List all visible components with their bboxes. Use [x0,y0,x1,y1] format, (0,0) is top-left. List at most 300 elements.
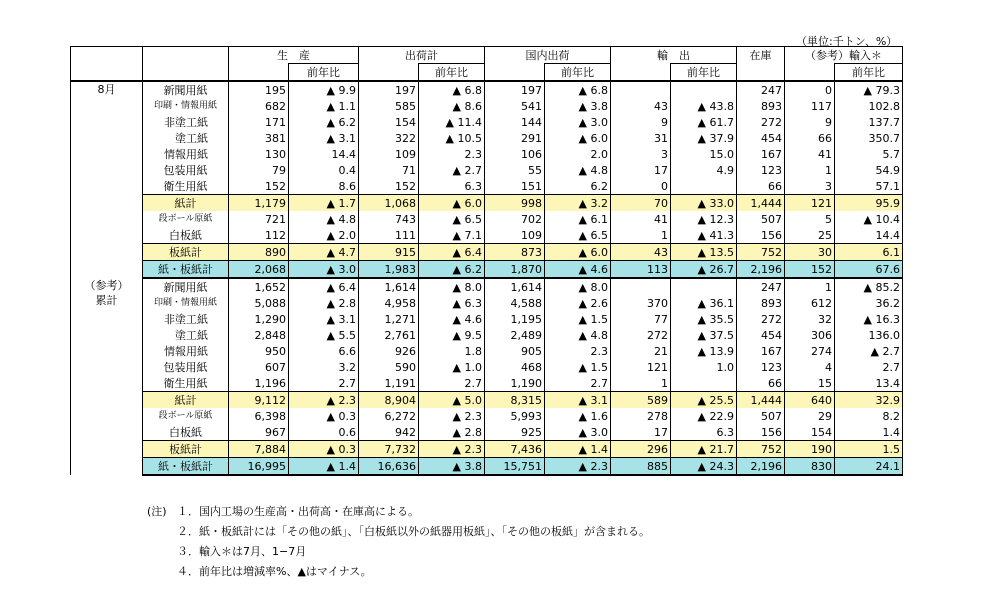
table-cell: 1,444 [737,195,785,212]
row-label: 紙計 [143,392,229,409]
table-cell: 306 [785,327,835,343]
row-label: 印刷・情報用紙 [143,295,229,311]
table-cell: 9 [611,114,671,130]
table-cell: 109 [359,146,419,162]
row-label: 新聞用紙 [143,278,229,295]
table-cell: 585 [359,98,419,114]
row-label: 塗工紙 [143,327,229,343]
table-cell: 541 [485,98,545,114]
table-row [71,375,903,392]
table-cell: 612 [785,295,835,311]
table-row [71,114,903,130]
table-cell: 752 [737,441,785,458]
table-cell: 17 [611,162,671,178]
table-cell: ▲ 9.9 [289,81,359,98]
table-cell [611,81,671,98]
table-cell: 29 [785,408,835,424]
table-row [71,408,903,424]
table-cell: ▲ 3.8 [419,458,485,476]
table-cell: 893 [737,295,785,311]
table-cell: ▲ 12.3 [671,211,737,227]
row-label: 衛生用紙 [143,375,229,392]
table-cell: 6.3 [671,424,737,441]
table-cell: 197 [359,81,419,98]
table-cell: 41 [785,146,835,162]
table-cell: ▲ 6.5 [545,227,611,244]
table-cell: 5,088 [229,295,289,311]
table-cell: 66 [737,178,785,195]
table-cell: 2.7 [419,375,485,392]
table-cell: ▲ 1.6 [545,408,611,424]
table-cell: 2.0 [545,146,611,162]
row-label: 情報用紙 [143,146,229,162]
table-cell: ▲ 4.8 [545,327,611,343]
table-cell: 942 [359,424,419,441]
table-cell: 2,068 [229,261,289,279]
table-cell: ▲ 8.0 [419,278,485,295]
table-cell: ▲ 21.7 [671,441,737,458]
table-cell: 1,652 [229,278,289,295]
table-cell: ▲ 6.2 [289,114,359,130]
table-row [71,146,903,162]
table-cell: 16,636 [359,458,419,476]
table-row [71,458,903,476]
table-row [71,311,903,327]
row-label: 衛生用紙 [143,178,229,195]
table-cell: 272 [737,311,785,327]
table-cell: 121 [785,195,835,212]
note-line [147,502,650,522]
table-cell: ▲ 6.0 [419,195,485,212]
table-cell: 2,848 [229,327,289,343]
table-cell: ▲ 5.5 [289,327,359,343]
table-cell: ▲ 22.9 [671,408,737,424]
table-cell: 6.6 [289,343,359,359]
note-line [147,522,650,542]
table-cell: 721 [229,211,289,227]
table-cell: 130 [229,146,289,162]
table-cell: 8,315 [485,392,545,409]
table-cell: ▲ 8.6 [419,98,485,114]
table-cell: ▲ 3.0 [289,261,359,279]
table-cell: 15,751 [485,458,545,476]
table-row [71,441,903,458]
table-cell: ▲ 10.5 [419,130,485,146]
row-label: 板紙計 [143,244,229,261]
table-cell [671,278,737,295]
table-cell: 30 [785,244,835,261]
table-cell: 1.8 [419,343,485,359]
table-cell: 106 [485,146,545,162]
table-cell: ▲ 2.6 [545,295,611,311]
table-cell: 274 [785,343,835,359]
table-cell: 4,588 [485,295,545,311]
table-cell: 4.9 [671,162,737,178]
table-cell: ▲ 10.4 [835,211,903,227]
table-cell: ▲ 6.2 [419,261,485,279]
table-cell: 77 [611,311,671,327]
table-cell: 6.2 [545,178,611,195]
table-cell: 2.7 [289,375,359,392]
table-cell: 190 [785,441,835,458]
subheader-row [71,64,903,82]
table-cell: 682 [229,98,289,114]
table-cell: ▲ 25.5 [671,392,737,409]
table-cell: 152 [359,178,419,195]
table-cell: 7,436 [485,441,545,458]
table-cell: 1,191 [359,375,419,392]
table-cell: 1,271 [359,311,419,327]
table-cell: 3 [611,146,671,162]
table-cell: ▲ 24.3 [671,458,737,476]
table-row [71,327,903,343]
table-cell: 915 [359,244,419,261]
table-cell: ▲ 4.7 [289,244,359,261]
row-label: 新聞用紙 [143,81,229,98]
table-cell: 156 [737,227,785,244]
table-cell: 154 [785,424,835,441]
notes-lead: (注) [147,505,167,518]
table-cell: 136.0 [835,327,903,343]
table-cell: 109 [485,227,545,244]
table-cell: 926 [359,343,419,359]
header-imports: （参考）輸入＊ [785,47,903,64]
header-shipments: 出荷計 [359,47,485,64]
table-cell: 0.4 [289,162,359,178]
table-cell: ▲ 1.4 [289,458,359,476]
table-cell: ▲ 6.4 [419,244,485,261]
table-row [71,343,903,359]
table-cell: ▲ 85.2 [835,278,903,295]
table-cell: 2,489 [485,327,545,343]
row-label: 板紙計 [143,441,229,458]
table-cell: ▲ 35.5 [671,311,737,327]
table-cell: 2,196 [737,458,785,476]
table-cell: 171 [229,114,289,130]
header-inventory: 在庫 [737,47,785,64]
table-cell: 123 [737,359,785,375]
table-cell: ▲ 6.8 [419,81,485,98]
table-cell: ▲ 3.1 [289,130,359,146]
table-row [71,81,903,98]
table-cell: 702 [485,211,545,227]
table-cell: 1 [611,227,671,244]
table-cell: 111 [359,227,419,244]
table-cell: 1,190 [485,375,545,392]
table-cell: ▲ 2.7 [835,343,903,359]
table-cell: ▲ 37.5 [671,327,737,343]
table-cell: 151 [485,178,545,195]
table-cell: 890 [229,244,289,261]
row-label: 紙・板紙計 [143,261,229,279]
table-cell: 9 [785,114,835,130]
table-cell: 2,761 [359,327,419,343]
table-cell: ▲ 1.1 [289,98,359,114]
table-cell: 272 [611,327,671,343]
paper-statistics-table [70,46,903,476]
table-cell: 589 [611,392,671,409]
table-cell: 291 [485,130,545,146]
table-cell: 2.3 [419,146,485,162]
table-cell: 123 [737,162,785,178]
note-line [147,562,650,582]
table-cell: 5 [785,211,835,227]
table-cell: 4 [785,359,835,375]
table-cell: 752 [737,244,785,261]
table-cell: 24.1 [835,458,903,476]
table-cell: ▲ 43.8 [671,98,737,114]
subheader-yoy: 前年比 [419,64,485,82]
table-cell: ▲ 4.6 [419,311,485,327]
table-cell: 0.6 [289,424,359,441]
table-cell: 1.4 [835,424,903,441]
table-cell: 32 [785,311,835,327]
table-cell: 6.3 [419,178,485,195]
table-cell: 25 [785,227,835,244]
table-cell: ▲ 41.3 [671,227,737,244]
table-cell: 1,290 [229,311,289,327]
table-cell [671,81,737,98]
table-cell: 6,398 [229,408,289,424]
table-cell: 2,196 [737,261,785,279]
table-cell: 1,196 [229,375,289,392]
table-row [71,424,903,441]
table-cell [611,278,671,295]
table-cell: 507 [737,211,785,227]
table-cell: 7,732 [359,441,419,458]
table-cell: 1,870 [485,261,545,279]
note-text: １．国内工場の生産高・出荷高・在庫高による。 [177,505,419,518]
table-cell: ▲ 2.7 [419,162,485,178]
table-cell: 0 [611,178,671,195]
table-cell: ▲ 8.0 [545,278,611,295]
table-cell: ▲ 2.3 [545,458,611,476]
table-cell: 6,272 [359,408,419,424]
table-cell: 95.9 [835,195,903,212]
table-cell: 2.3 [545,343,611,359]
table-cell: ▲ 0.3 [289,441,359,458]
table-cell: 15 [785,375,835,392]
table-cell: ▲ 3.1 [289,311,359,327]
table-cell: 9,112 [229,392,289,409]
row-label: 包装用紙 [143,162,229,178]
section-label: 8月 [71,81,143,278]
note-text: ２．紙・板紙計には「その他の紙」、「白板紙以外の紙器用板紙」、「その他の板紙」が含まれる。 [177,525,650,538]
table-cell: 57.1 [835,178,903,195]
table-cell: 2.7 [835,359,903,375]
table-cell: 14.4 [835,227,903,244]
table-cell: 71 [359,162,419,178]
row-label: 白板紙 [143,227,229,244]
row-label: 紙・板紙計 [143,458,229,476]
table-cell: ▲ 6.5 [419,211,485,227]
table-cell: 8,904 [359,392,419,409]
table-cell: 154 [359,114,419,130]
table-cell: 885 [611,458,671,476]
table-cell: 507 [737,408,785,424]
table-cell: ▲ 2.8 [289,295,359,311]
subheader-yoy: 前年比 [289,64,359,82]
table-cell: 950 [229,343,289,359]
table-cell: ▲ 36.1 [671,295,737,311]
table-cell: ▲ 4.6 [545,261,611,279]
table-cell: 905 [485,343,545,359]
table-cell: 468 [485,359,545,375]
table-cell: 1,983 [359,261,419,279]
header-row [71,47,903,64]
table-cell: 152 [785,261,835,279]
table-cell: ▲ 3.0 [545,424,611,441]
table-row [71,178,903,195]
table-cell: 67.6 [835,261,903,279]
table-cell: ▲ 6.0 [545,244,611,261]
section-label: （参考） 累計 [71,278,143,475]
table-cell: 5,993 [485,408,545,424]
table-cell: 370 [611,295,671,311]
table-cell: 454 [737,327,785,343]
table-row [71,295,903,311]
table-cell: 272 [737,114,785,130]
table-cell: 16,995 [229,458,289,476]
table-cell: ▲ 1.5 [545,311,611,327]
table-cell: 640 [785,392,835,409]
table-cell: ▲ 37.9 [671,130,737,146]
table-cell: 14.4 [289,146,359,162]
row-label: 非塗工紙 [143,114,229,130]
table-cell: 17 [611,424,671,441]
row-label: 包装用紙 [143,359,229,375]
note-text: ４．前年比は増減率%、▲はマイナス。 [177,565,372,578]
header-export: 輸 出 [611,47,737,64]
table-cell: 137.7 [835,114,903,130]
table-cell: ▲ 16.3 [835,311,903,327]
table-cell: 117 [785,98,835,114]
table-cell: 66 [737,375,785,392]
table-cell: ▲ 2.3 [419,441,485,458]
table-row [71,244,903,261]
table-cell: 4,958 [359,295,419,311]
table-cell: 1,614 [485,278,545,295]
table-cell: 322 [359,130,419,146]
table-cell: 36.2 [835,295,903,311]
table-row [71,227,903,244]
table-cell: 54.9 [835,162,903,178]
note-text: ３．輸入＊は7月、1−7月 [177,545,307,558]
table-cell: 79 [229,162,289,178]
table-cell: 590 [359,359,419,375]
table-cell [671,178,737,195]
table-row [71,98,903,114]
table-cell: ▲ 6.0 [545,130,611,146]
table-cell: ▲ 3.0 [545,114,611,130]
table-cell: 1.5 [835,441,903,458]
table-cell: 6.1 [835,244,903,261]
table-cell: 156 [737,424,785,441]
table-cell: ▲ 26.7 [671,261,737,279]
table-cell: 13.4 [835,375,903,392]
table-row [71,130,903,146]
table-cell: 3.2 [289,359,359,375]
table-cell: 247 [737,278,785,295]
table-cell: 31 [611,130,671,146]
table-cell: ▲ 1.4 [545,441,611,458]
table-cell [671,375,737,392]
table-cell: 1,179 [229,195,289,212]
table-cell: ▲ 2.8 [419,424,485,441]
table-cell: ▲ 3.2 [545,195,611,212]
table-cell: 3 [785,178,835,195]
notes [147,502,650,582]
table-cell: ▲ 1.7 [289,195,359,212]
table-cell: 743 [359,211,419,227]
table-cell: ▲ 2.3 [289,392,359,409]
table-cell: 381 [229,130,289,146]
table-cell: 113 [611,261,671,279]
table-cell: ▲ 6.8 [545,81,611,98]
header-production: 生 産 [229,47,359,64]
header-domestic: 国内出荷 [485,47,611,64]
row-label: 段ボール原紙 [143,408,229,424]
subheader-yoy: 前年比 [835,64,903,82]
table-cell: 998 [485,195,545,212]
unit-note: （単位:千トン、%） [796,35,898,48]
table-cell: 7,884 [229,441,289,458]
table-cell: 278 [611,408,671,424]
subheader-yoy: 前年比 [545,64,611,82]
table-cell: 21 [611,343,671,359]
table-cell: 1,068 [359,195,419,212]
table-cell: 102.8 [835,98,903,114]
subheader-yoy: 前年比 [671,64,737,82]
table-cell: 15.0 [671,146,737,162]
table-cell: ▲ 33.0 [671,195,737,212]
table-cell: 43 [611,244,671,261]
table-cell: ▲ 9.5 [419,327,485,343]
note-line [147,542,650,562]
table-row [71,195,903,212]
table-cell: ▲ 1.0 [419,359,485,375]
table-cell: 2.7 [545,375,611,392]
table-cell: 41 [611,211,671,227]
table-cell: 195 [229,81,289,98]
table-cell: 70 [611,195,671,212]
table-cell: 925 [485,424,545,441]
table-cell: 55 [485,162,545,178]
row-label: 情報用紙 [143,343,229,359]
table-cell: 5.7 [835,146,903,162]
table-row [71,162,903,178]
table-cell: 8.6 [289,178,359,195]
table-cell: 167 [737,343,785,359]
table-cell: 296 [611,441,671,458]
table-cell: ▲ 2.0 [289,227,359,244]
table-cell: 454 [737,130,785,146]
table-cell: 8.2 [835,408,903,424]
table-cell: ▲ 61.7 [671,114,737,130]
table-cell: ▲ 79.3 [835,81,903,98]
table-cell: 152 [229,178,289,195]
table-cell: ▲ 6.1 [545,211,611,227]
table-cell: 112 [229,227,289,244]
table-cell: 247 [737,81,785,98]
table-cell: ▲ 5.0 [419,392,485,409]
table-cell: ▲ 3.1 [545,392,611,409]
table-cell: ▲ 2.3 [419,408,485,424]
table-cell: 1 [785,278,835,295]
table-cell: 43 [611,98,671,114]
table-row [71,278,903,295]
table-cell: 1,614 [359,278,419,295]
